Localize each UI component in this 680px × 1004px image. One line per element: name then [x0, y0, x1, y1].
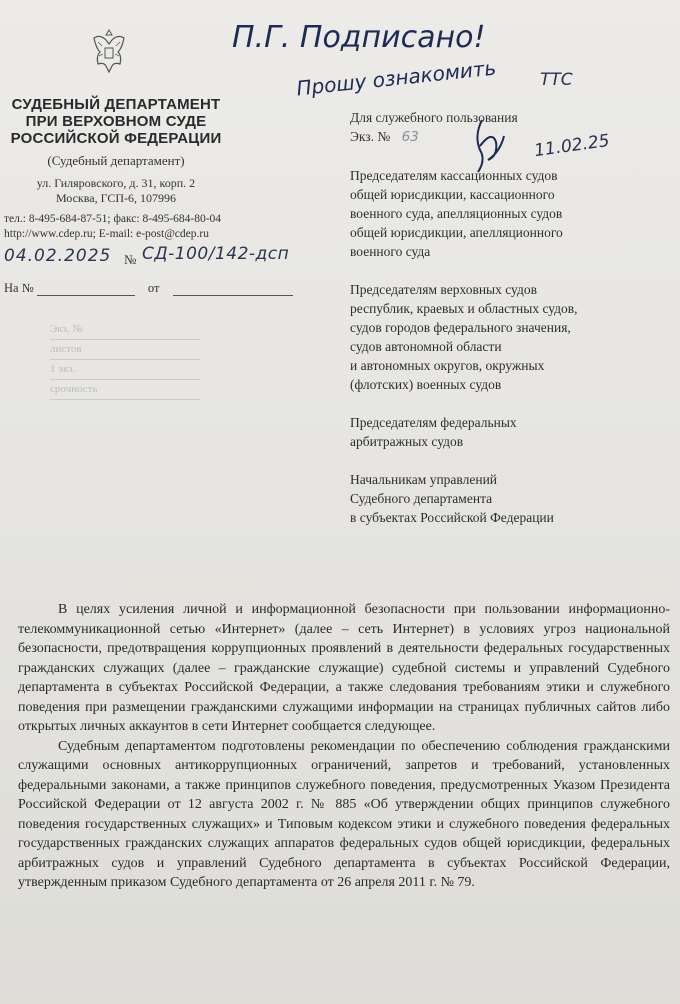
- addressee-line: арбитражных судов: [350, 434, 464, 449]
- classification-line-2: [350, 127, 518, 147]
- stamp-line: 1 экз.: [50, 360, 200, 380]
- reply-reference-line: [4, 281, 293, 296]
- addressee-group-3: [350, 413, 660, 451]
- copy-label: Экз. №: [350, 129, 391, 144]
- handwritten-resolution: П.Г. Подписано!: [232, 20, 486, 55]
- coat-of-arms-icon: [88, 26, 130, 74]
- addressee-group-4: [350, 470, 660, 527]
- org-line-3: РОССИЙСКОЙ ФЕДЕРАЦИИ: [10, 130, 222, 147]
- org-line-1: СУДЕБНЫЙ ДЕПАРТАМЕНТ: [11, 96, 221, 113]
- addressee-line: Председателям кассационных судов: [350, 168, 558, 183]
- addressee-line: (флотских) военных судов: [350, 377, 502, 392]
- address-line-1: ул. Гиляровского, д. 31, корп. 2: [36, 176, 196, 190]
- addressee-group-1: [350, 166, 660, 261]
- number-label: №: [124, 252, 137, 267]
- ot-label: от: [147, 281, 160, 295]
- letter-body: [18, 600, 670, 893]
- phone-fax: тел.: 8-495-684-87-51; факс: 8-495-684-80-04: [4, 213, 222, 225]
- addressee-line: республик, краевых и областных судов,: [350, 301, 578, 316]
- addressee-line: в субъектах Российской Федерации: [350, 510, 554, 525]
- addressee-line: военного суда, апелляционных судов: [350, 206, 563, 221]
- addressee-line: судов городов федерального значения,: [350, 320, 571, 335]
- copy-number: 63: [401, 129, 419, 145]
- organization-name: [0, 96, 232, 147]
- addressee-line: общей юрисдикции, кассационного: [350, 187, 555, 202]
- stamp-line: Экз. №: [50, 320, 200, 340]
- handwritten-resolution-2: Прошу ознакомить: [295, 55, 498, 101]
- classification-line-1: Для служебного пользования: [350, 110, 518, 125]
- addressee-line: и автономных округов, окружных: [350, 358, 545, 373]
- addressee-line: судов автономной области: [350, 339, 502, 354]
- handwritten-initials: ТТС: [540, 70, 573, 90]
- na-label: На №: [4, 281, 34, 295]
- addressee-line: Судебного департамента: [350, 491, 493, 506]
- addressee-group-2: [350, 280, 660, 394]
- handwritten-signature-date: 11.02.25: [532, 130, 611, 162]
- addressee-line: общей юрисдикции, апелляционного: [350, 225, 563, 240]
- address-line-2: Москва, ГСП-6, 107996: [55, 191, 177, 205]
- handwritten-date: 04.02.2025: [4, 246, 112, 266]
- classification-mark: [350, 108, 518, 147]
- stamp-line: срочность: [50, 380, 200, 400]
- ot-blank: [173, 295, 293, 296]
- addressee-line: Председателям верховных судов: [350, 282, 537, 297]
- addressee-line: военного суда: [350, 244, 431, 259]
- handwritten-reference-number: СД-100/142-дсп: [142, 244, 290, 264]
- addressee-block: [350, 166, 660, 546]
- body-paragraph-1: В целях усиления личной и информационной безопасности при пользовании информационно-телекоммуникационной сетью «Интернет» (далее – сеть Интернет) в условиях угроз национальной безопасности, предотвращения коррупционных проявлений в деятельности федеральных государственных гражданских служащих (далее – гражданские служащие) судебной системы и управлений Судебного департамента в субъектах Российской Федерации, а также следования требованиям этики и служебного поведения при размещении гражданскими служащими информации на страницах публичных сайтов либо открытых личных аккаунтов в сети Интернет сообщается следующее.: [18, 602, 670, 734]
- stamp-line: листов: [50, 340, 200, 360]
- addressee-line: Начальникам управлений: [350, 472, 498, 487]
- faded-stamp: [50, 320, 220, 410]
- org-short-name: (Судебный департамент): [47, 153, 185, 168]
- body-paragraph-2: Судебным департаментом подготовлены рекомендации по обеспечению соблюдения гражданскими служащими основных антикоррупционных ограничений, запретов и требований, установленных федеральными законами, а также принципов служебного поведения, предусмотренных Указом Президента Российской Федерации от 12 августа 2002 г. № 885 «Об утверждении общих принципов служебного поведения государственных служащих» и Типовым кодексом этики и служебного поведения федеральных государственных гражданских служащих аппаратов федеральных судов общей юрисдикции, федеральных арбитражных судов и управлений Судебного департамента в субъектах Российской Федерации, утвержденным приказом Судебного департамента от 26 апреля 2011 г. № 79.: [18, 738, 670, 890]
- web-email: http://www.cdep.ru; E-mail: e-post@cdep.ru: [4, 228, 209, 240]
- na-blank: [37, 295, 135, 296]
- addressee-line: Председателям федеральных: [350, 415, 517, 430]
- org-line-2: ПРИ ВЕРХОВНОМ СУДЕ: [25, 113, 207, 130]
- org-contacts: [4, 212, 221, 242]
- org-address: [0, 176, 232, 206]
